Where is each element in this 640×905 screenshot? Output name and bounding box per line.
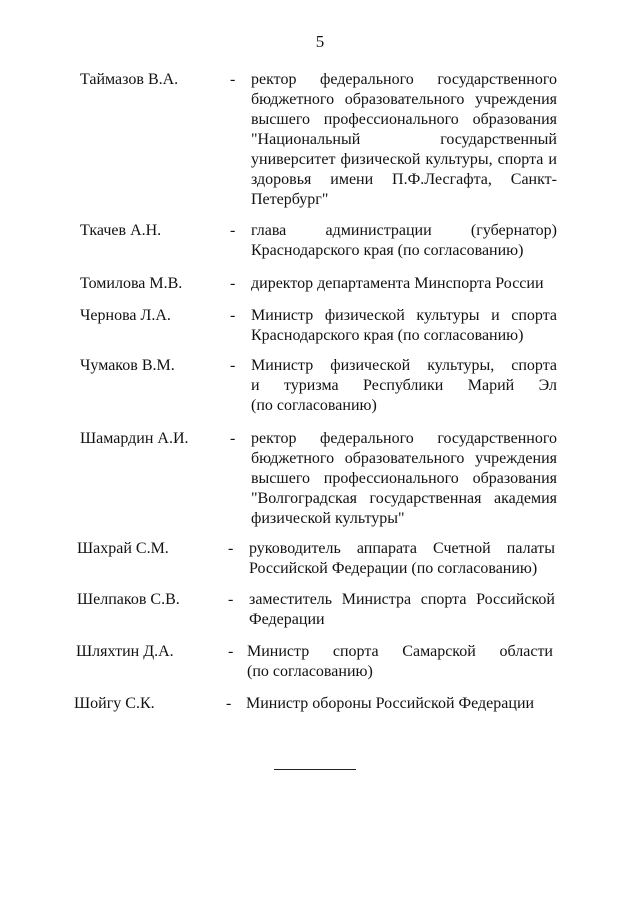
position-line: Министр обороны Российской Федерации (246, 695, 535, 712)
position-line: Краснодарского края (по согласованию) (251, 327, 524, 344)
member-name: Шахрай С.М. (77, 540, 169, 557)
member-name: Чернова Л.А. (80, 307, 171, 324)
member-name: Ткачев А.Н. (80, 222, 162, 239)
position-line: Министр физической культуры и спорта (251, 307, 557, 324)
end-of-list-rule (274, 769, 356, 770)
member-position (251, 274, 557, 294)
position-line: глава администрации (губернатор) (251, 222, 557, 239)
member-position (246, 694, 566, 714)
separator-dash: - (228, 540, 234, 557)
position-line: Петербург" (251, 191, 329, 208)
member-name: Томилова М.В. (80, 275, 183, 292)
separator-dash: - (228, 591, 234, 608)
position-line: директор департамента Минспорта России (251, 275, 544, 292)
position-line: (по согласованию) (251, 397, 377, 414)
member-position (247, 642, 553, 682)
member-position (251, 429, 557, 529)
position-line: "Национальный государственный (251, 131, 557, 148)
member-name: Таймазов В.А. (80, 71, 179, 88)
position-line: руководитель аппарата Счетной палаты (249, 540, 555, 557)
position-line: Министр физической культуры, спорта (251, 357, 557, 374)
position-line: (по согласованию) (247, 663, 373, 680)
member-position (251, 356, 557, 416)
position-line: заместитель Министра спорта Российской (249, 591, 555, 608)
position-line: физической культуры" (251, 510, 405, 527)
separator-dash: - (230, 275, 236, 292)
position-line: Российской Федерации (по согласованию) (249, 560, 538, 577)
position-line: высшего профессионального образования (251, 111, 557, 128)
page-number: 5 (315, 32, 325, 51)
separator-dash: - (230, 430, 236, 447)
position-line: Министр спорта Самарской области (247, 643, 553, 660)
member-name: Шляхтин Д.А. (76, 643, 174, 660)
position-line: ректор федерального государственного (251, 430, 557, 447)
position-line: бюджетного образовательного учреждения (251, 91, 557, 108)
member-position (249, 539, 555, 579)
separator-dash: - (228, 643, 234, 660)
position-line: высшего профессионального образования (251, 470, 557, 487)
member-name: Шойгу С.К. (74, 695, 155, 712)
position-line: Краснодарского края (по согласованию) (251, 242, 524, 259)
position-line: здоровья имени П.Ф.Лесгафта, Санкт- (251, 171, 557, 188)
separator-dash: - (226, 695, 232, 712)
separator-dash: - (230, 222, 236, 239)
member-name: Чумаков В.М. (80, 357, 175, 374)
position-line: Федерации (249, 611, 325, 628)
position-line: университет физической культуры, спорта и (251, 151, 557, 168)
position-line: и туризма Республики Марий Эл (251, 377, 557, 394)
position-line: бюджетного образовательного учреждения (251, 450, 557, 467)
member-position (249, 590, 555, 630)
member-name: Шамардин А.И. (80, 430, 189, 447)
separator-dash: - (230, 357, 236, 374)
member-name: Шелпаков С.В. (77, 591, 180, 608)
separator-dash: - (230, 71, 236, 88)
member-position (251, 70, 557, 210)
separator-dash: - (230, 307, 236, 324)
member-position (251, 221, 557, 261)
member-position (251, 306, 557, 346)
position-line: "Волгоградская государственная академия (251, 490, 557, 507)
position-line: ректор федерального государственного (251, 71, 557, 88)
